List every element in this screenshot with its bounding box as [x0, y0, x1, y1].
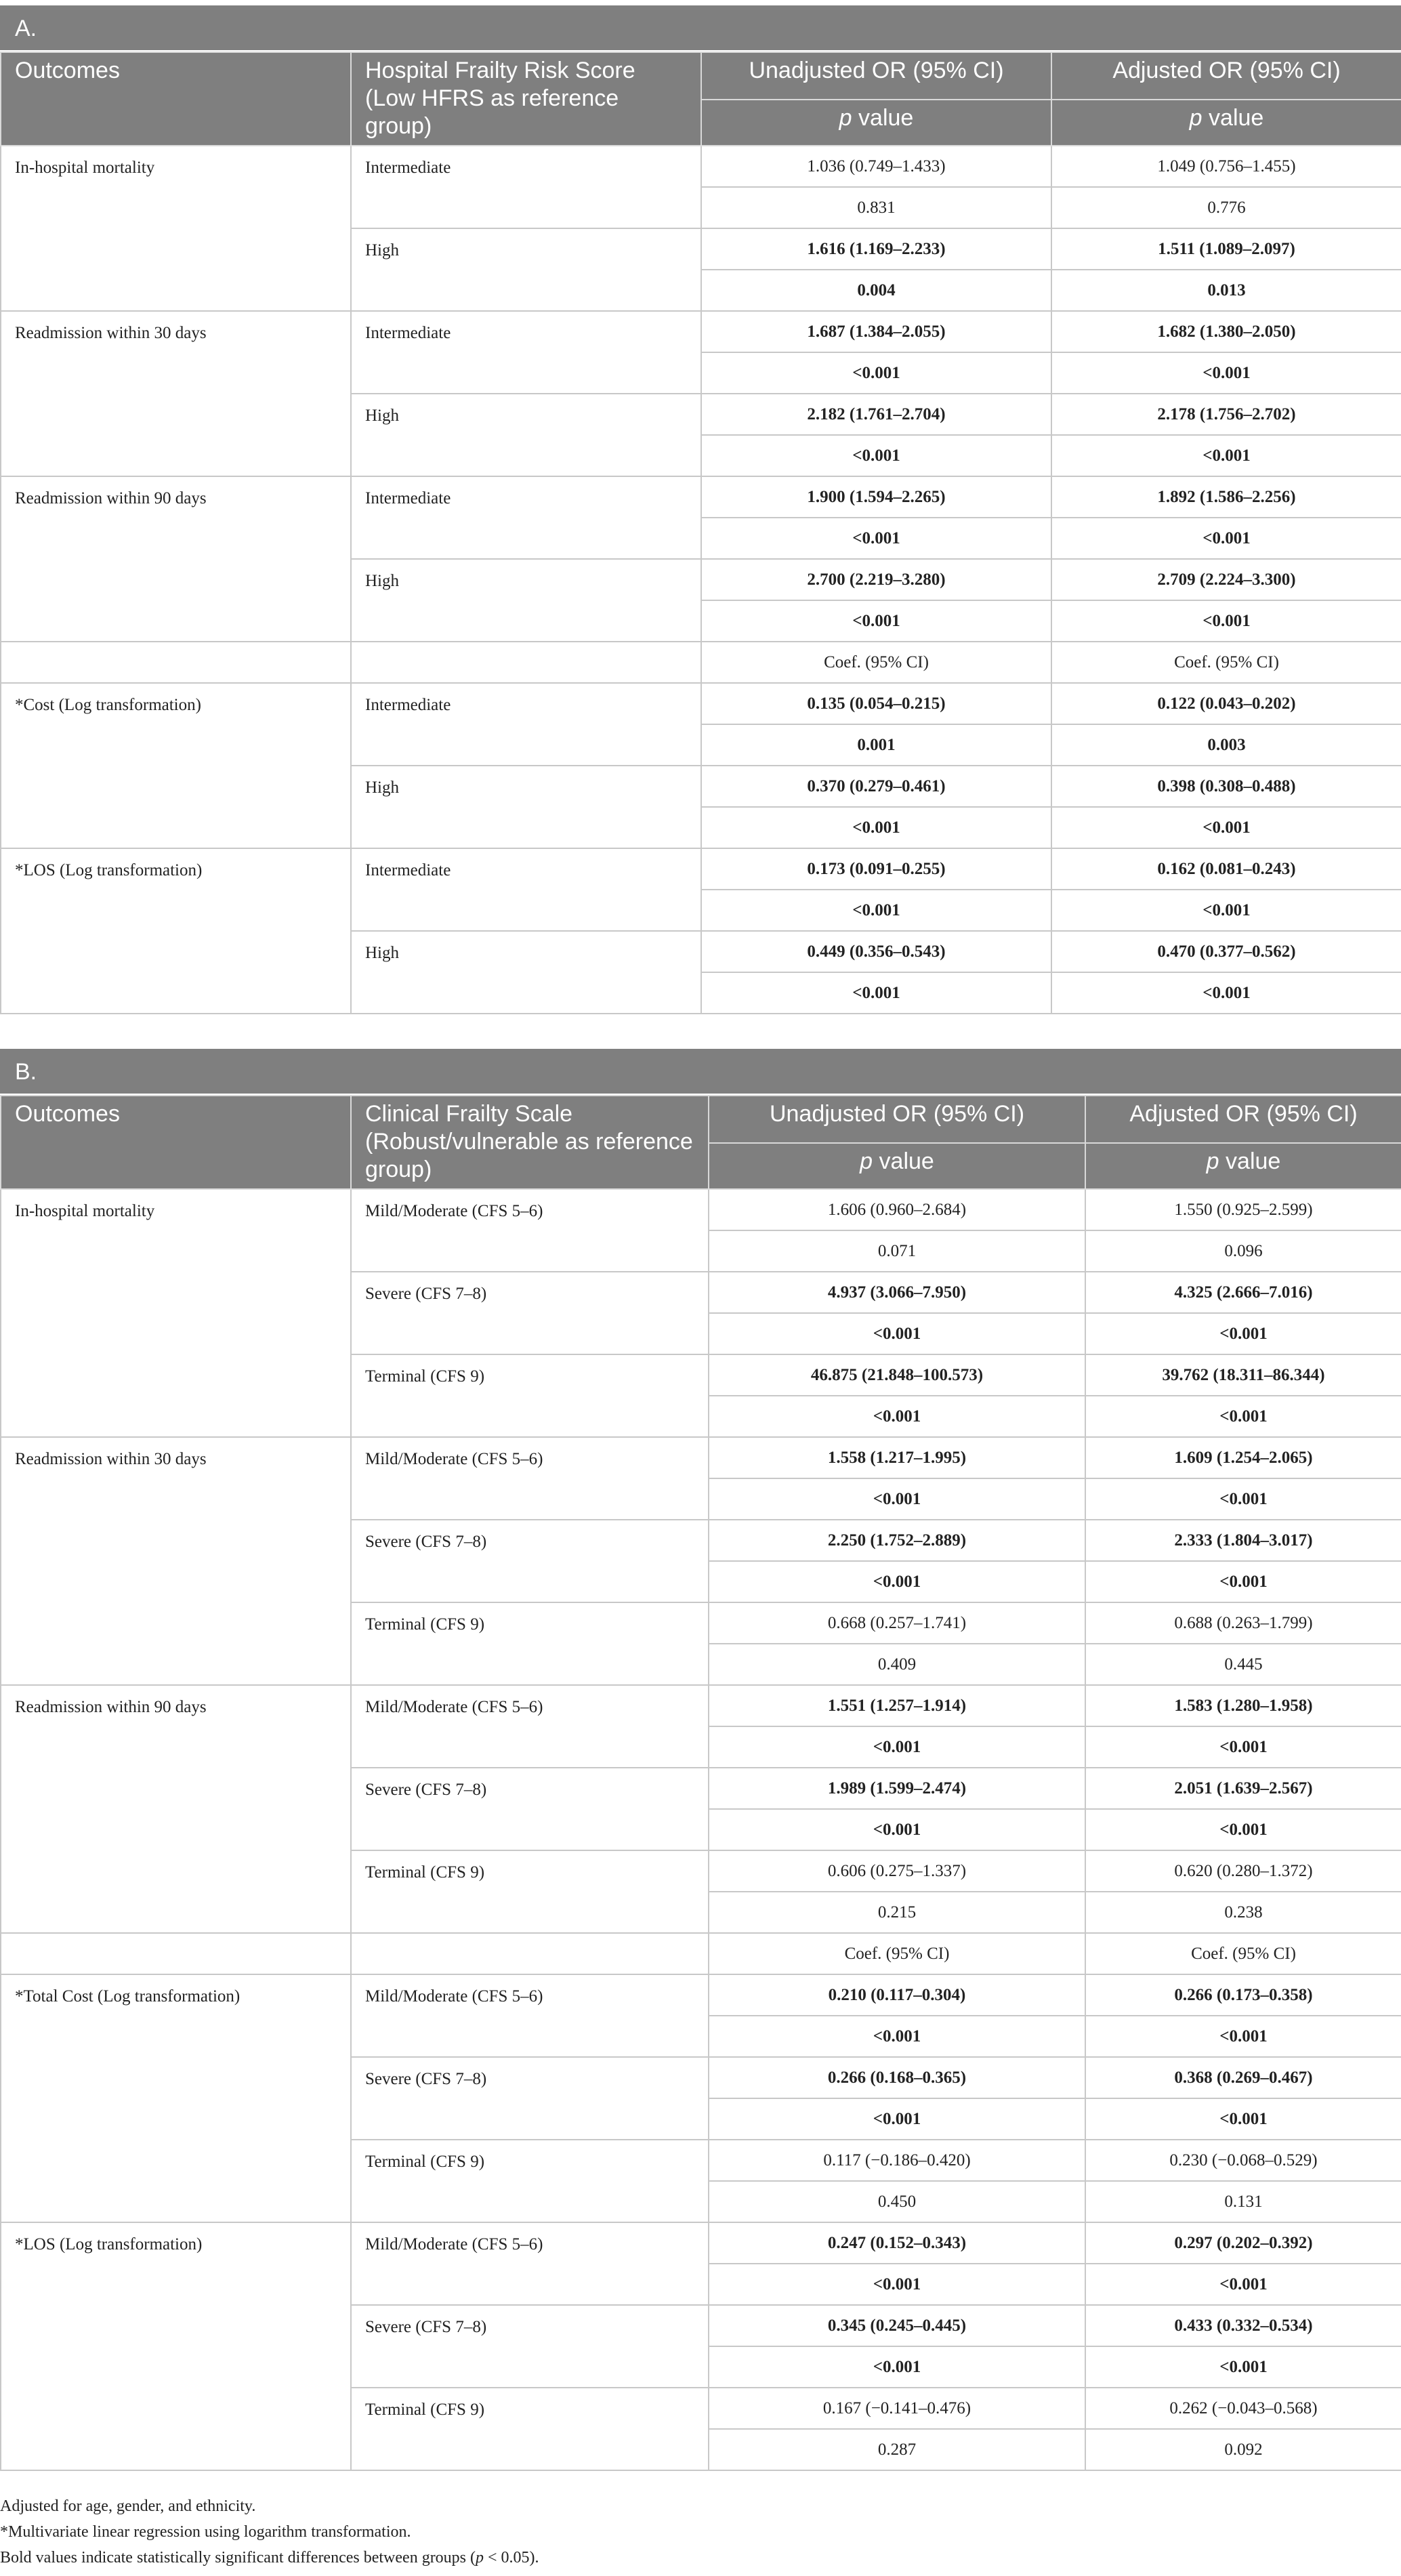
- adjusted-p-value-cell: <0.001: [1051, 435, 1401, 476]
- unadjusted-p-value-cell: <0.001: [709, 1396, 1085, 1437]
- table-b-header-adjusted: Adjusted OR (95% CI): [1085, 1096, 1401, 1143]
- unadjusted-p-value-cell: 0.450: [709, 2181, 1085, 2222]
- adjusted-estimate-cell: 1.609 (1.254–2.065): [1085, 1437, 1401, 1478]
- adjusted-p-value-cell: <0.001: [1085, 1561, 1401, 1602]
- unadjusted-estimate-cell: 1.606 (0.960–2.684): [709, 1189, 1085, 1230]
- coef-header-row: [1, 642, 1401, 683]
- unadjusted-estimate-cell: 1.551 (1.257–1.914): [709, 1685, 1085, 1726]
- frailty-group-label: Terminal (CFS 9): [351, 1850, 709, 1933]
- adjusted-estimate-cell: 0.230 (−0.068–0.529): [1085, 2140, 1401, 2181]
- coef-empty-cell: [351, 642, 701, 683]
- adjusted-estimate-cell: 2.051 (1.639–2.567): [1085, 1768, 1401, 1809]
- adjusted-p-value-cell: <0.001: [1085, 1809, 1401, 1850]
- table-b: [0, 1095, 1401, 2471]
- coef-empty-cell: [351, 1933, 709, 1974]
- adjusted-estimate-cell: 1.049 (0.756–1.455): [1051, 146, 1401, 187]
- adjusted-estimate-cell: 1.682 (1.380–2.050): [1051, 311, 1401, 352]
- table-row: [1, 683, 1401, 724]
- frailty-group-label: High: [351, 228, 701, 311]
- adjusted-p-value-cell: <0.001: [1051, 890, 1401, 931]
- coef-empty-cell: [1, 1933, 351, 1974]
- frailty-group-label: Terminal (CFS 9): [351, 1602, 709, 1685]
- unadjusted-p-value-cell: <0.001: [701, 352, 1051, 394]
- table-row: [1, 1437, 1401, 1478]
- unadjusted-p-value-cell: 0.287: [709, 2429, 1085, 2470]
- unadjusted-p-value-cell: <0.001: [709, 1726, 1085, 1768]
- adjusted-estimate-cell: 4.325 (2.666–7.016): [1085, 1272, 1401, 1313]
- unadjusted-p-value-cell: <0.001: [701, 518, 1051, 559]
- unadjusted-p-value-cell: <0.001: [701, 890, 1051, 931]
- frailty-group-label: Terminal (CFS 9): [351, 1354, 709, 1437]
- adjusted-p-value-cell: 0.003: [1051, 724, 1401, 766]
- unadjusted-estimate-cell: 1.900 (1.594–2.265): [701, 476, 1051, 518]
- unadjusted-estimate-cell: 1.558 (1.217–1.995): [709, 1437, 1085, 1478]
- outcome-label: Readmission within 90 days: [1, 1685, 351, 1933]
- unadjusted-estimate-cell: 0.345 (0.245–0.445): [709, 2305, 1085, 2346]
- table-a-body: [1, 146, 1401, 1014]
- adjusted-estimate-cell: 1.511 (1.089–2.097): [1051, 228, 1401, 270]
- unadjusted-estimate-cell: 0.117 (−0.186–0.420): [709, 2140, 1085, 2181]
- unadjusted-p-value-cell: <0.001: [709, 1478, 1085, 1520]
- adjusted-estimate-cell: 1.550 (0.925–2.599): [1085, 1189, 1401, 1230]
- frailty-group-label: Severe (CFS 7–8): [351, 1520, 709, 1602]
- table-row: [1, 2222, 1401, 2264]
- table-row: [1, 1685, 1401, 1726]
- adjusted-p-value-cell: <0.001: [1051, 972, 1401, 1014]
- adjusted-p-value-cell: <0.001: [1085, 2016, 1401, 2057]
- unadjusted-p-value-cell: <0.001: [709, 1809, 1085, 1850]
- table-b-header-unadjusted: Unadjusted OR (95% CI): [709, 1096, 1085, 1143]
- unadjusted-estimate-cell: 0.668 (0.257–1.741): [709, 1602, 1085, 1644]
- frailty-group-label: High: [351, 766, 701, 848]
- unadjusted-estimate-cell: 0.167 (−0.141–0.476): [709, 2388, 1085, 2429]
- frailty-group-label: Mild/Moderate (CFS 5–6): [351, 1437, 709, 1520]
- adjusted-p-value-cell: <0.001: [1051, 807, 1401, 848]
- adjusted-p-value-cell: 0.776: [1051, 187, 1401, 228]
- adjusted-estimate-cell: 0.266 (0.173–0.358): [1085, 1974, 1401, 2016]
- table-a-header-unadjusted: Unadjusted OR (95% CI): [701, 52, 1051, 100]
- table-a-block: [0, 5, 1401, 1014]
- frailty-group-label: Intermediate: [351, 683, 701, 766]
- unadjusted-estimate-cell: 1.036 (0.749–1.433): [701, 146, 1051, 187]
- unadjusted-estimate-cell: 2.182 (1.761–2.704): [701, 394, 1051, 435]
- frailty-group-label: Intermediate: [351, 146, 701, 228]
- frailty-group-label: High: [351, 931, 701, 1014]
- adjusted-estimate-cell: 0.470 (0.377–0.562): [1051, 931, 1401, 972]
- table-a-header-group: Hospital Frailty Risk Score (Low HFRS as reference group): [351, 52, 701, 146]
- unadjusted-p-value-cell: <0.001: [701, 600, 1051, 642]
- table-a: [0, 51, 1401, 1014]
- outcome-label: Readmission within 90 days: [1, 476, 351, 642]
- adjusted-estimate-cell: 0.297 (0.202–0.392): [1085, 2222, 1401, 2264]
- outcome-label: *Total Cost (Log transformation): [1, 1974, 351, 2222]
- outcome-label: Readmission within 30 days: [1, 311, 351, 476]
- coef-empty-cell: [1, 642, 351, 683]
- footnote-regression: *Multivariate linear regression using logarithm transformation.: [0, 2523, 411, 2541]
- frailty-group-label: Intermediate: [351, 476, 701, 559]
- adjusted-estimate-cell: 0.368 (0.269–0.467): [1085, 2057, 1401, 2098]
- adjusted-p-value-cell: 0.096: [1085, 1230, 1401, 1272]
- outcome-label: *Cost (Log transformation): [1, 683, 351, 848]
- frailty-group-label: Intermediate: [351, 311, 701, 394]
- unadjusted-p-value-cell: <0.001: [709, 2098, 1085, 2140]
- adjusted-p-value-cell: <0.001: [1085, 2264, 1401, 2305]
- table-b-section-label: B.: [0, 1049, 1401, 1095]
- unadjusted-estimate-cell: 0.449 (0.356–0.543): [701, 931, 1051, 972]
- unadjusted-estimate-cell: 2.700 (2.219–3.280): [701, 559, 1051, 600]
- adjusted-estimate-cell: 0.262 (−0.043–0.568): [1085, 2388, 1401, 2429]
- unadjusted-estimate-cell: 1.989 (1.599–2.474): [709, 1768, 1085, 1809]
- frailty-group-label: Terminal (CFS 9): [351, 2140, 709, 2222]
- unadjusted-estimate-cell: 1.616 (1.169–2.233): [701, 228, 1051, 270]
- frailty-group-label: Mild/Moderate (CFS 5–6): [351, 1974, 709, 2057]
- coef-header-row: [1, 1933, 1401, 1974]
- adjusted-p-value-cell: <0.001: [1085, 1478, 1401, 1520]
- unadjusted-p-value-cell: 0.409: [709, 1644, 1085, 1685]
- adjusted-p-value-cell: <0.001: [1085, 2098, 1401, 2140]
- outcome-label: *LOS (Log transformation): [1, 2222, 351, 2470]
- table-b-header-outcomes: Outcomes: [1, 1096, 351, 1189]
- outcome-label: In-hospital mortality: [1, 1189, 351, 1437]
- unadjusted-p-value-cell: <0.001: [701, 972, 1051, 1014]
- adjusted-estimate-cell: 0.398 (0.308–0.488): [1051, 766, 1401, 807]
- unadjusted-estimate-cell: 0.606 (0.275–1.337): [709, 1850, 1085, 1892]
- table-row: [1, 848, 1401, 890]
- unadjusted-p-value-cell: <0.001: [701, 807, 1051, 848]
- adjusted-p-value-cell: <0.001: [1051, 518, 1401, 559]
- table-row: [1, 146, 1401, 187]
- unadjusted-p-value-cell: <0.001: [709, 1313, 1085, 1354]
- unadjusted-estimate-cell: 1.687 (1.384–2.055): [701, 311, 1051, 352]
- adjusted-estimate-cell: 39.762 (18.311–86.344): [1085, 1354, 1401, 1396]
- adjusted-p-value-cell: <0.001: [1085, 1726, 1401, 1768]
- table-row: [1, 311, 1401, 352]
- frailty-group-label: Severe (CFS 7–8): [351, 1768, 709, 1850]
- adjusted-estimate-cell: 2.333 (1.804–3.017): [1085, 1520, 1401, 1561]
- adjusted-p-value-cell: <0.001: [1085, 1313, 1401, 1354]
- coef-label-adjusted: Coef. (95% CI): [1085, 1933, 1401, 1974]
- adjusted-p-value-cell: 0.445: [1085, 1644, 1401, 1685]
- adjusted-estimate-cell: 0.620 (0.280–1.372): [1085, 1850, 1401, 1892]
- unadjusted-estimate-cell: 2.250 (1.752–2.889): [709, 1520, 1085, 1561]
- adjusted-p-value-cell: <0.001: [1085, 2346, 1401, 2388]
- outcome-label: *LOS (Log transformation): [1, 848, 351, 1014]
- unadjusted-p-value-cell: 0.831: [701, 187, 1051, 228]
- footnote-adjustment: Adjusted for age, gender, and ethnicity.: [0, 2497, 256, 2515]
- unadjusted-p-value-cell: <0.001: [701, 435, 1051, 476]
- adjusted-estimate-cell: 0.162 (0.081–0.243): [1051, 848, 1401, 890]
- unadjusted-estimate-cell: 0.135 (0.054–0.215): [701, 683, 1051, 724]
- unadjusted-estimate-cell: 0.173 (0.091–0.255): [701, 848, 1051, 890]
- unadjusted-estimate-cell: 0.210 (0.117–0.304): [709, 1974, 1085, 2016]
- frailty-group-label: High: [351, 559, 701, 642]
- unadjusted-estimate-cell: 46.875 (21.848–100.573): [709, 1354, 1085, 1396]
- table-a-header-pvalue-unadjusted: p value: [701, 100, 1051, 146]
- table-a-header-pvalue-adjusted: p value: [1051, 100, 1401, 146]
- frailty-group-label: Severe (CFS 7–8): [351, 2305, 709, 2388]
- adjusted-estimate-cell: 0.122 (0.043–0.202): [1051, 683, 1401, 724]
- adjusted-p-value-cell: <0.001: [1051, 352, 1401, 394]
- unadjusted-p-value-cell: <0.001: [709, 2346, 1085, 2388]
- table-row: [1, 476, 1401, 518]
- coef-label-unadjusted: Coef. (95% CI): [701, 642, 1051, 683]
- adjusted-p-value-cell: 0.092: [1085, 2429, 1401, 2470]
- unadjusted-p-value-cell: 0.001: [701, 724, 1051, 766]
- frailty-group-label: High: [351, 394, 701, 476]
- coef-label-unadjusted: Coef. (95% CI): [709, 1933, 1085, 1974]
- unadjusted-estimate-cell: 0.266 (0.168–0.365): [709, 2057, 1085, 2098]
- footnotes: [0, 2493, 1401, 2571]
- frailty-group-label: Severe (CFS 7–8): [351, 1272, 709, 1354]
- adjusted-p-value-cell: <0.001: [1051, 600, 1401, 642]
- outcome-label: In-hospital mortality: [1, 146, 351, 311]
- table-a-header-outcomes: Outcomes: [1, 52, 351, 146]
- table-a-section-label: A.: [0, 5, 1401, 51]
- unadjusted-p-value-cell: 0.071: [709, 1230, 1085, 1272]
- outcome-label: Readmission within 30 days: [1, 1437, 351, 1685]
- adjusted-estimate-cell: 2.709 (2.224–3.300): [1051, 559, 1401, 600]
- unadjusted-estimate-cell: 0.247 (0.152–0.343): [709, 2222, 1085, 2264]
- table-b-header-pvalue-adjusted: p value: [1085, 1143, 1401, 1189]
- unadjusted-p-value-cell: 0.215: [709, 1892, 1085, 1933]
- coef-label-adjusted: Coef. (95% CI): [1051, 642, 1401, 683]
- unadjusted-p-value-cell: 0.004: [701, 270, 1051, 311]
- footnote-bold-significance: Bold values indicate statistically significant differences between groups (p < 0.05).: [0, 2549, 539, 2567]
- table-a-header-adjusted: Adjusted OR (95% CI): [1051, 52, 1401, 100]
- table-b-body: [1, 1189, 1401, 2470]
- unadjusted-p-value-cell: <0.001: [709, 2264, 1085, 2305]
- adjusted-p-value-cell: <0.001: [1085, 1396, 1401, 1437]
- table-b-header-group: Clinical Frailty Scale (Robust/vulnerable as reference group): [351, 1096, 709, 1189]
- frailty-group-label: Mild/Moderate (CFS 5–6): [351, 1189, 709, 1272]
- adjusted-p-value-cell: 0.131: [1085, 2181, 1401, 2222]
- adjusted-p-value-cell: 0.238: [1085, 1892, 1401, 1933]
- frailty-group-label: Mild/Moderate (CFS 5–6): [351, 2222, 709, 2305]
- adjusted-estimate-cell: 1.583 (1.280–1.958): [1085, 1685, 1401, 1726]
- adjusted-estimate-cell: 0.688 (0.263–1.799): [1085, 1602, 1401, 1644]
- table-b-header-pvalue-unadjusted: p value: [709, 1143, 1085, 1189]
- adjusted-p-value-cell: 0.013: [1051, 270, 1401, 311]
- unadjusted-estimate-cell: 0.370 (0.279–0.461): [701, 766, 1051, 807]
- unadjusted-p-value-cell: <0.001: [709, 1561, 1085, 1602]
- frailty-group-label: Terminal (CFS 9): [351, 2388, 709, 2470]
- unadjusted-estimate-cell: 4.937 (3.066–7.950): [709, 1272, 1085, 1313]
- table-row: [1, 1189, 1401, 1230]
- table-b-block: [0, 1049, 1401, 2471]
- adjusted-estimate-cell: 2.178 (1.756–2.702): [1051, 394, 1401, 435]
- frailty-group-label: Mild/Moderate (CFS 5–6): [351, 1685, 709, 1768]
- unadjusted-p-value-cell: <0.001: [709, 2016, 1085, 2057]
- frailty-group-label: Severe (CFS 7–8): [351, 2057, 709, 2140]
- frailty-group-label: Intermediate: [351, 848, 701, 931]
- adjusted-estimate-cell: 1.892 (1.586–2.256): [1051, 476, 1401, 518]
- table-row: [1, 1974, 1401, 2016]
- adjusted-estimate-cell: 0.433 (0.332–0.534): [1085, 2305, 1401, 2346]
